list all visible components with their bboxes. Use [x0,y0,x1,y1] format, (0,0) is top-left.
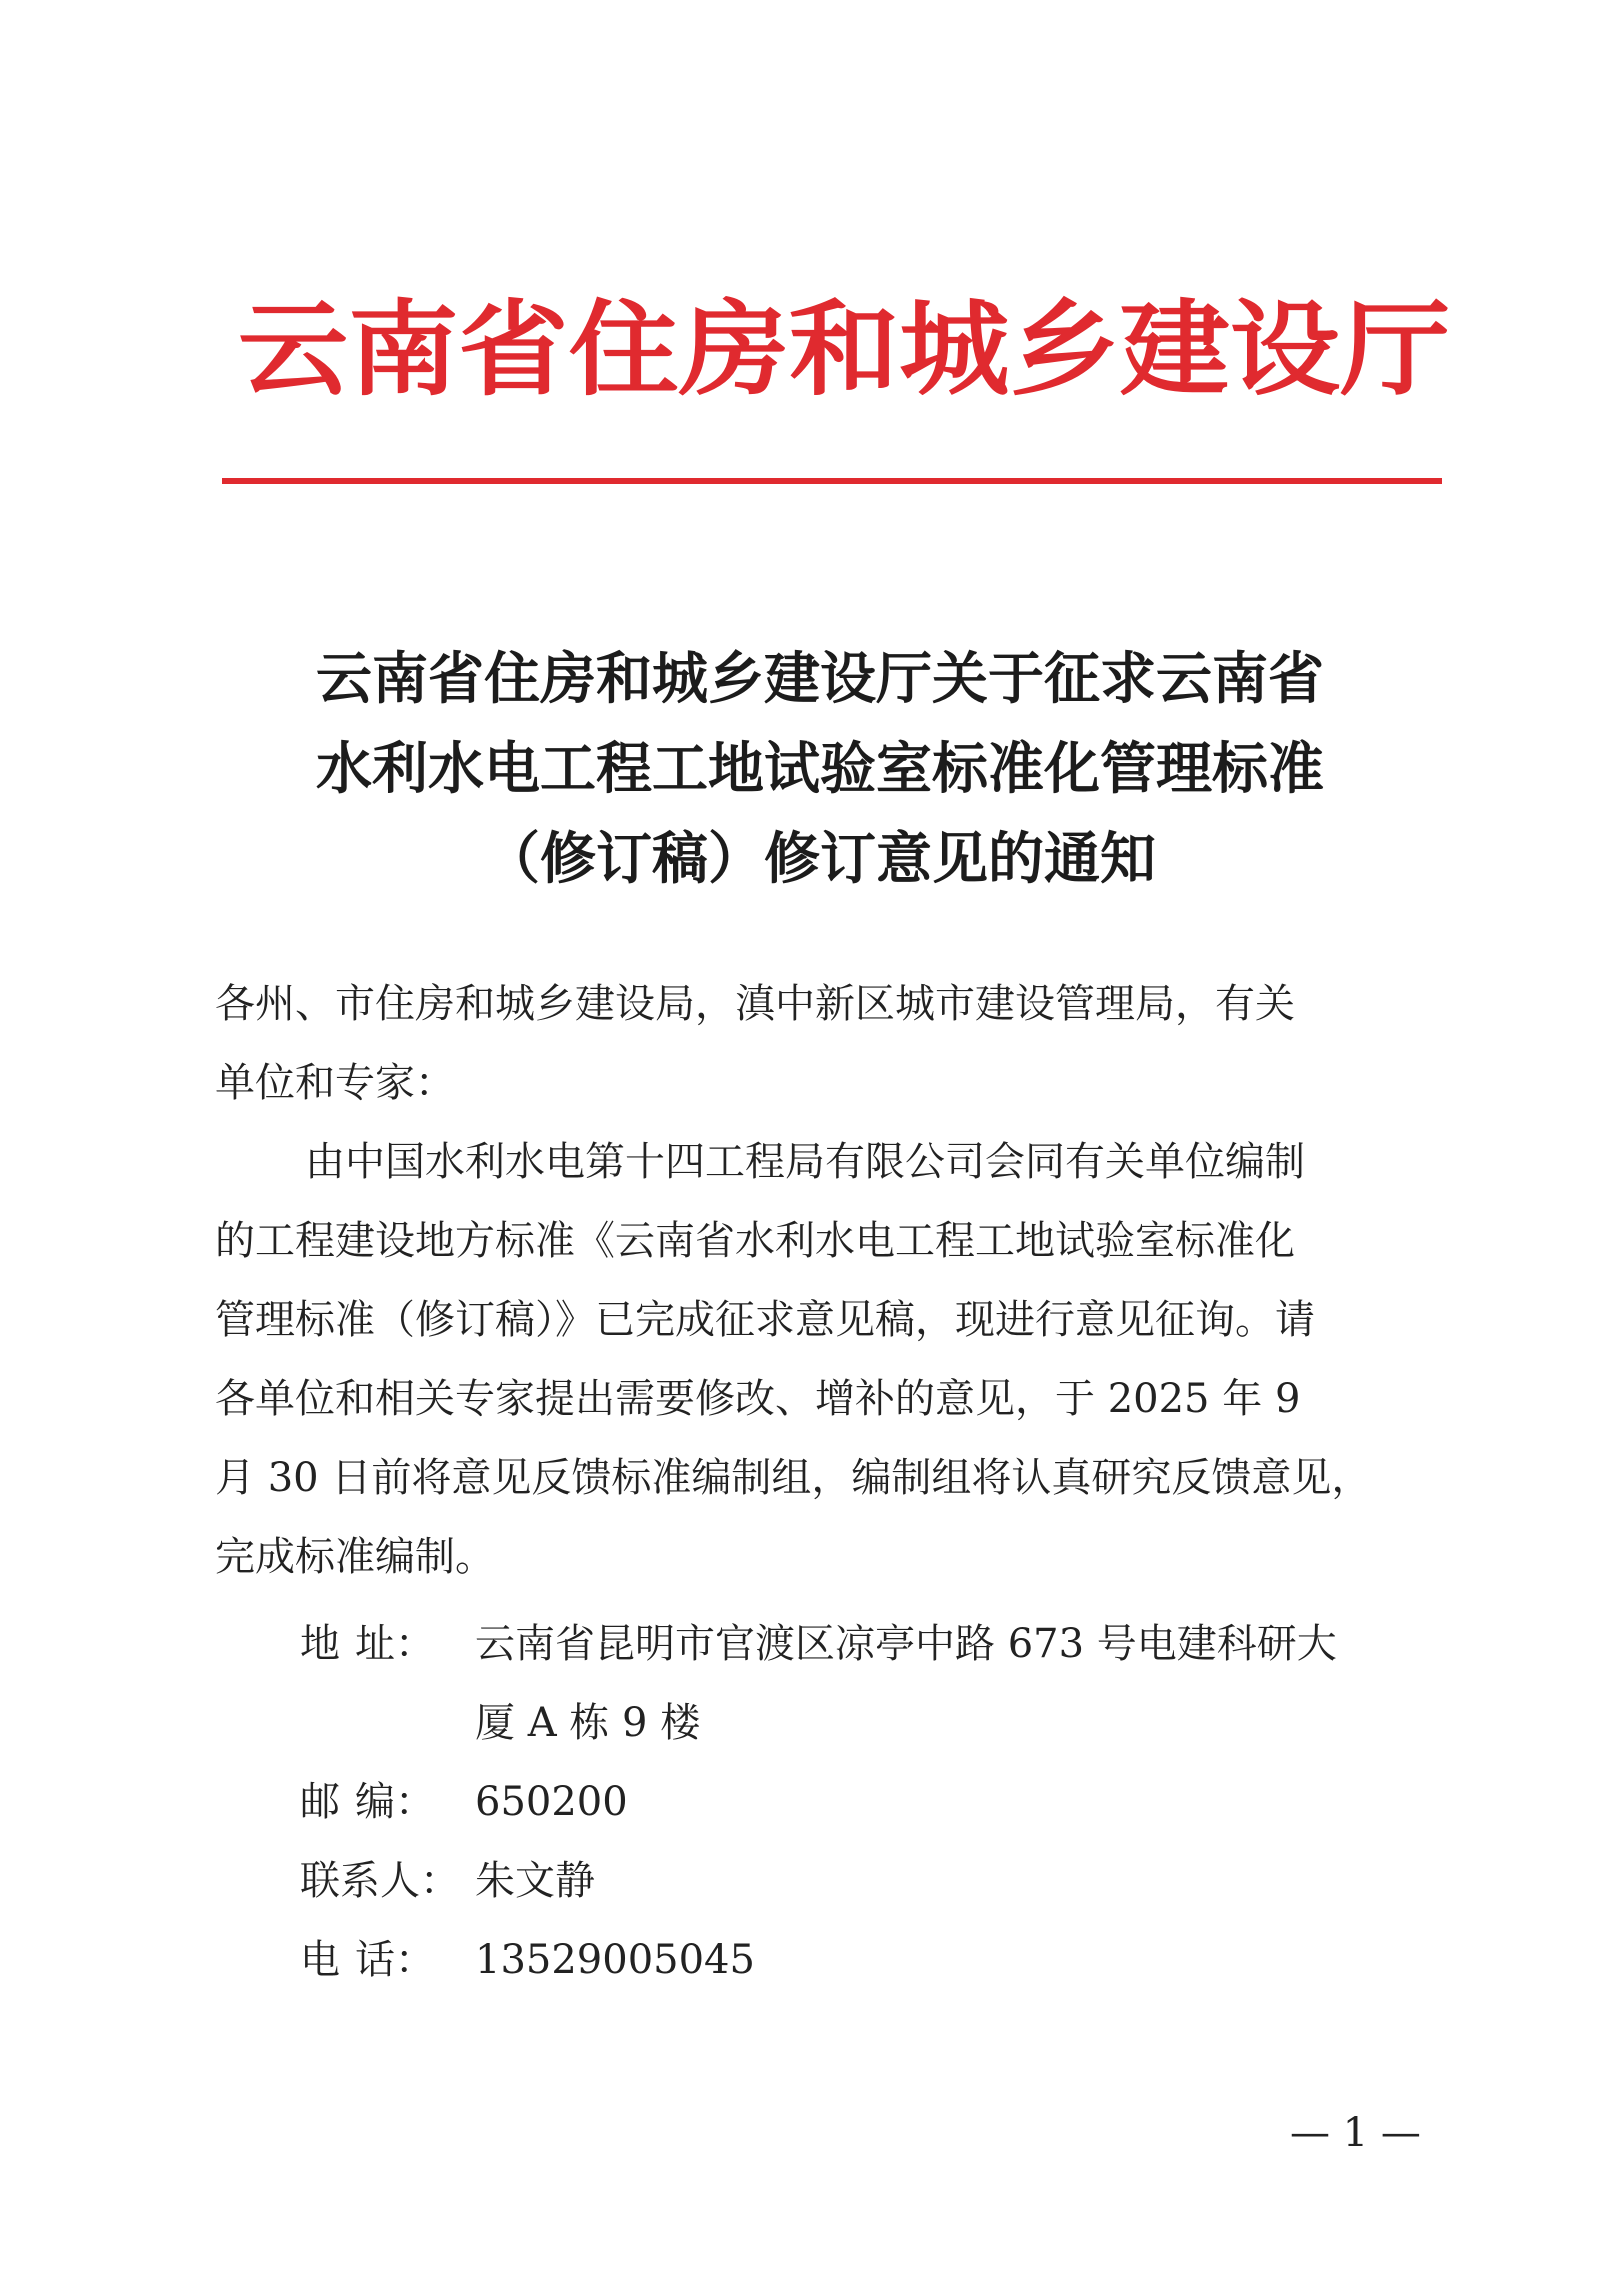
body-paragraph-line: 各单位和相关专家提出需要修改、增补的意见，于 2025 年 9 [215,1376,1301,1422]
phone-label: 电 话： [300,1937,435,1983]
body-paragraph-line: 由中国水利水电第十四工程局有限公司会同有关单位编制 [305,1139,1305,1185]
phone-row [300,1921,1430,2000]
address-label: 地 址： [300,1621,435,1667]
letterhead-title: 云南省住房和城乡建设厅 [238,289,1451,410]
body-paragraph-line: 的工程建设地方标准《云南省水利水电工程工地试验室标准化 [215,1218,1295,1264]
document-title-line: 水利水电工程工地试验室标准化管理标准 [316,737,1324,802]
contact-person-value: 朱文静 [475,1858,595,1904]
address-value-continued: 厦 A 栋 9 楼 [475,1700,701,1746]
letterhead-red-rule [222,478,1442,484]
contact-person-label: 联系人： [300,1858,460,1904]
document-body [215,965,1425,1597]
postcode-label: 邮 编： [300,1779,435,1825]
body-paragraph-line: 完成标准编制。 [215,1534,495,1580]
body-paragraph-line: 管理标准（修订稿）》已完成征求意见稿，现进行意见征询。请 [215,1297,1315,1343]
document-title [200,635,1440,905]
contact-person-row [300,1842,1430,1921]
postcode-value: 650200 [475,1779,628,1825]
contact-info [300,1605,1430,2000]
address-row-continued [300,1684,1430,1763]
salutation-line: 各州、市住房和城乡建设局，滇中新区城市建设管理局，有关 [215,981,1295,1027]
salutation-line: 单位和专家： [215,1060,455,1106]
document-title-line: （修订稿）修订意见的通知 [484,827,1156,892]
postcode-row [300,1763,1430,1842]
phone-value: 13529005045 [475,1937,755,1983]
body-paragraph-line: 月 30 日前将意见反馈标准编制组，编制组将认真研究反馈意见， [215,1455,1372,1501]
document-title-line: 云南省住房和城乡建设厅关于征求云南省 [316,647,1324,712]
address-value: 云南省昆明市官渡区凉亭中路 673 号电建科研大 [475,1621,1337,1667]
address-row [300,1605,1430,1684]
page-number: — 1 — [1290,2110,1421,2156]
